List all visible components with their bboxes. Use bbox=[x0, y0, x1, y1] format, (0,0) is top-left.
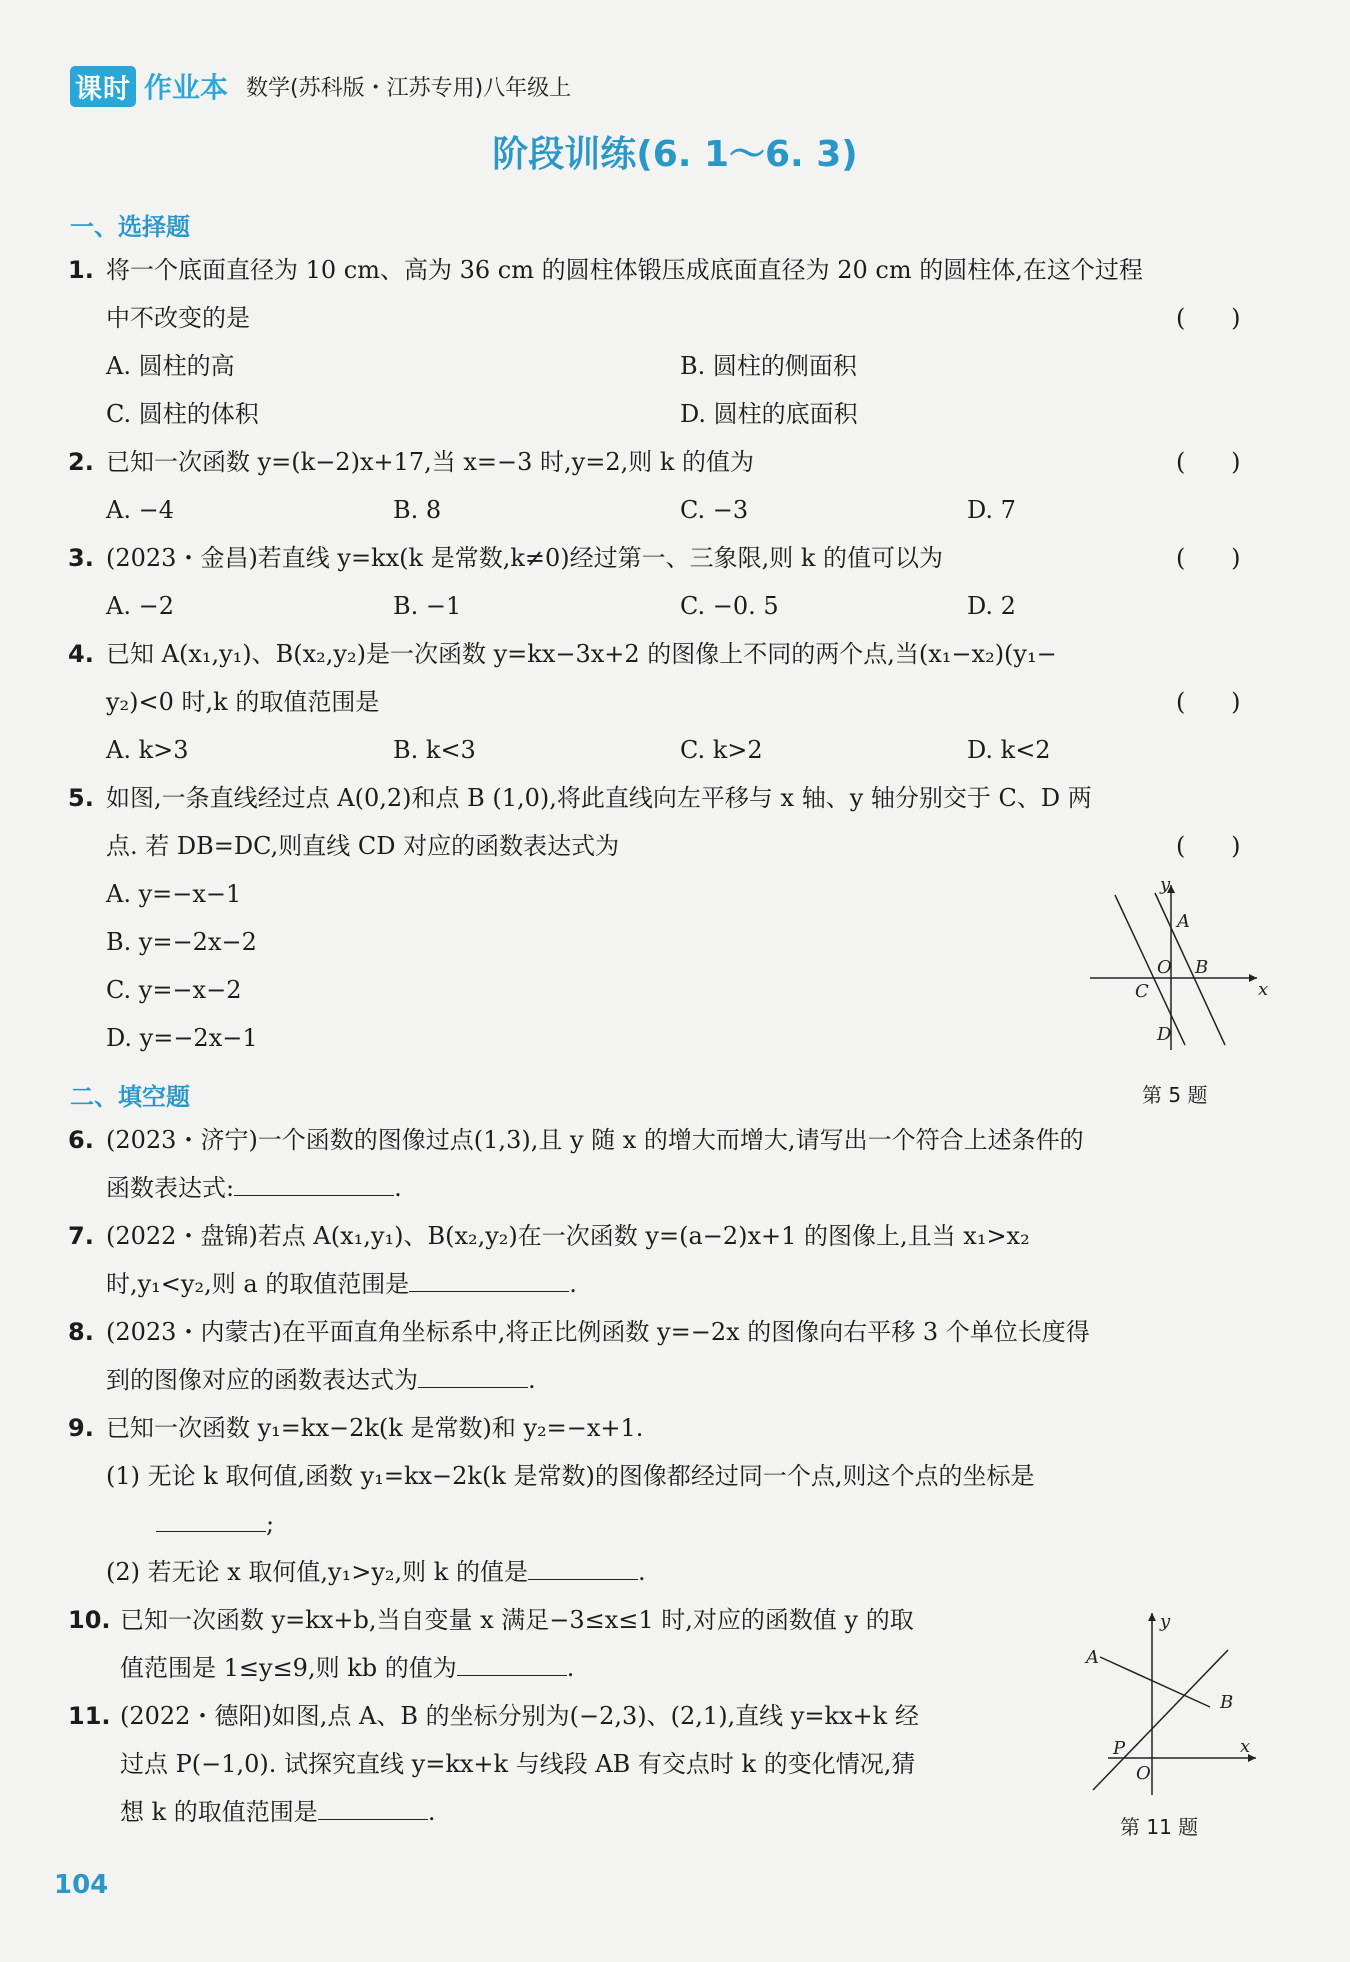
subject-label: 数学(苏科版・江苏专用)八年级上 bbox=[246, 75, 572, 101]
section-heading-choice: 一、选择题 bbox=[70, 213, 190, 241]
question-text: 已知 A(x₁,y₁)、B(x₂,y₂)是一次函数 y=kx−3x+2 的图像上不同的两个点,当(x₁−x₂)(y₁− bbox=[106, 640, 1057, 668]
option-d: D. 7 bbox=[967, 496, 1016, 524]
semicolon: ; bbox=[266, 1510, 275, 1538]
question-number: 2. bbox=[68, 448, 94, 476]
section-heading-fill: 二、填空题 bbox=[70, 1083, 190, 1111]
x-axis-arrow bbox=[1249, 974, 1257, 982]
option-b: B. 8 bbox=[393, 496, 442, 524]
question-text: (2022・德阳)如图,点 A、B 的坐标分别为(−2,3)、(2,1),直线 y=kx+k 经 bbox=[120, 1702, 919, 1730]
question-text-with-blank bbox=[120, 1653, 574, 1683]
question-text-with-blank bbox=[106, 1557, 646, 1587]
logo-badge: 课时 bbox=[70, 66, 136, 107]
option-d: D. y=−2x−1 bbox=[106, 1024, 258, 1052]
figure-caption: 第 11 题 bbox=[1120, 1815, 1199, 1839]
question-text: 到的图像对应的函数表达式为 bbox=[106, 1366, 418, 1394]
question-number: 1. bbox=[68, 256, 94, 284]
question-number: 4. bbox=[68, 640, 94, 668]
page-header bbox=[70, 64, 571, 108]
question-text: 已知一次函数 y=(k−2)x+17,当 x=−3 时,y=2,则 k 的值为 bbox=[106, 448, 755, 476]
question-text: y₂)<0 时,k 的取值范围是 bbox=[106, 688, 380, 716]
label-o: O bbox=[1136, 1763, 1151, 1784]
label-x: x bbox=[1240, 1736, 1251, 1757]
answer-blank[interactable] bbox=[409, 1269, 569, 1292]
sub-question-text: (2) 若无论 x 取何值,y₁>y₂,则 k 的值是 bbox=[106, 1558, 528, 1586]
question-text: 将一个底面直径为 10 cm、高为 36 cm 的圆柱体锻压成底面直径为 20 cm 的圆柱体,在这个过程 bbox=[106, 256, 1143, 284]
question-text: 如图,一条直线经过点 A(0,2)和点 B (1,0),将此直线向左平移与 x 轴、y 轴分别交于 C、D 两 bbox=[106, 784, 1092, 812]
answer-bracket: ( ) bbox=[1176, 304, 1241, 332]
answer-blank[interactable] bbox=[418, 1365, 528, 1388]
label-c: C bbox=[1135, 981, 1149, 1002]
answer-blank[interactable] bbox=[457, 1653, 567, 1676]
question-number: 5. bbox=[68, 784, 94, 812]
question-number: 9. bbox=[68, 1414, 94, 1442]
figure-q11-graph bbox=[1078, 1605, 1268, 1805]
logo-text: 作业本 bbox=[144, 71, 229, 104]
segment-ab bbox=[1100, 1657, 1210, 1707]
question-text-with-blank bbox=[106, 1269, 577, 1299]
question-number: 10. bbox=[68, 1606, 111, 1634]
option-c: C. −3 bbox=[680, 496, 749, 524]
label-x: x bbox=[1258, 979, 1269, 1000]
question-text-with-blank bbox=[106, 1365, 536, 1395]
question-text: 过点 P(−1,0). 试探究直线 y=kx+k 与线段 AB 有交点时 k 的变化情况,猜 bbox=[120, 1750, 916, 1778]
question-text: 点. 若 DB=DC,则直线 CD 对应的函数表达式为 bbox=[106, 832, 620, 860]
option-c: C. −0. 5 bbox=[680, 592, 779, 620]
period: . bbox=[569, 1270, 577, 1298]
question-text: 值范围是 1≤y≤9,则 kb 的值为 bbox=[120, 1654, 457, 1682]
line-cd bbox=[1115, 895, 1185, 1045]
line-through-p bbox=[1093, 1650, 1228, 1790]
answer-blank[interactable] bbox=[156, 1509, 266, 1532]
option-c: C. y=−x−2 bbox=[106, 976, 242, 1004]
question-text-with-blank bbox=[120, 1797, 435, 1827]
label-b: B bbox=[1195, 957, 1209, 978]
period: . bbox=[528, 1366, 536, 1394]
answer-bracket: ( ) bbox=[1176, 688, 1241, 716]
question-text: 想 k 的取值范围是 bbox=[120, 1798, 318, 1826]
period: . bbox=[427, 1798, 436, 1826]
period: . bbox=[394, 1174, 402, 1202]
question-number: 8. bbox=[68, 1318, 94, 1346]
option-d: D. 圆柱的底面积 bbox=[680, 400, 858, 428]
label-b: B bbox=[1220, 1692, 1234, 1713]
label-a: A bbox=[1086, 1647, 1099, 1668]
question-text: (2023・济宁)一个函数的图像过点(1,3),且 y 随 x 的增大而增大,请写出一个符合上述条件的 bbox=[106, 1126, 1084, 1154]
question-text: 中不改变的是 bbox=[106, 304, 250, 332]
period: . bbox=[566, 1654, 575, 1682]
answer-bracket: ( ) bbox=[1176, 544, 1241, 572]
sub-question-text: (1) 无论 k 取何值,函数 y₁=kx−2k(k 是常数)的图像都经过同一个点,则这个点的坐标是 bbox=[106, 1462, 1035, 1490]
label-p: P bbox=[1113, 1738, 1126, 1759]
option-a: A. −4 bbox=[106, 496, 174, 524]
option-a: A. 圆柱的高 bbox=[106, 352, 235, 380]
question-number: 7. bbox=[68, 1222, 94, 1250]
question-text: 时,y₁<y₂,则 a 的取值范围是 bbox=[106, 1270, 410, 1298]
brand-logo bbox=[70, 66, 228, 107]
label-a: A bbox=[1177, 911, 1190, 932]
page-number: 104 bbox=[54, 1870, 109, 1900]
answer-blank[interactable] bbox=[318, 1797, 428, 1820]
option-b: B. y=−2x−2 bbox=[106, 928, 257, 956]
y-axis-arrow bbox=[1148, 1613, 1156, 1621]
question-text-with-blank bbox=[156, 1509, 274, 1539]
option-b: B. 圆柱的侧面积 bbox=[680, 352, 857, 380]
option-c: C. 圆柱的体积 bbox=[106, 400, 259, 428]
option-d: D. 2 bbox=[967, 592, 1016, 620]
answer-blank[interactable] bbox=[528, 1557, 638, 1580]
question-text: 已知一次函数 y₁=kx−2k(k 是常数)和 y₂=−x+1. bbox=[106, 1414, 644, 1442]
page-title: 阶段训练(6. 1～6. 3) bbox=[492, 134, 858, 175]
question-text-with-blank bbox=[106, 1173, 402, 1203]
label-y: y bbox=[1160, 1611, 1171, 1632]
question-text: 已知一次函数 y=kx+b,当自变量 x 满足−3≤x≤1 时,对应的函数值 y 的取 bbox=[120, 1606, 914, 1634]
answer-bracket: ( ) bbox=[1176, 448, 1241, 476]
option-a: A. k>3 bbox=[106, 736, 189, 764]
question-text: (2023・金昌)若直线 y=kx(k 是常数,k≠0)经过第一、三象限,则 k 的值可以为 bbox=[106, 544, 944, 572]
option-d: D. k<2 bbox=[967, 736, 1051, 764]
question-number: 6. bbox=[68, 1126, 94, 1154]
option-c: C. k>2 bbox=[680, 736, 763, 764]
label-d: D bbox=[1157, 1024, 1172, 1045]
option-a: A. −2 bbox=[106, 592, 174, 620]
answer-bracket: ( ) bbox=[1176, 832, 1241, 860]
option-b: B. k<3 bbox=[393, 736, 476, 764]
question-text: (2022・盘锦)若点 A(x₁,y₁)、B(x₂,y₂)在一次函数 y=(a−2)x+1 的图像上,且当 x₁>x₂ bbox=[106, 1222, 1030, 1250]
answer-blank[interactable] bbox=[234, 1173, 394, 1196]
label-y: y bbox=[1160, 874, 1171, 895]
figure-q5-graph bbox=[1085, 874, 1269, 1055]
question-number: 11. bbox=[68, 1702, 111, 1730]
period: . bbox=[637, 1558, 646, 1586]
figure-caption: 第 5 题 bbox=[1142, 1083, 1208, 1107]
label-o: O bbox=[1157, 957, 1172, 978]
question-number: 3. bbox=[68, 544, 94, 572]
option-a: A. y=−x−1 bbox=[106, 880, 242, 908]
question-text: 函数表达式: bbox=[106, 1174, 235, 1202]
option-b: B. −1 bbox=[393, 592, 462, 620]
question-text: (2023・内蒙古)在平面直角坐标系中,将正比例函数 y=−2x 的图像向右平移 3 个单位长度得 bbox=[106, 1318, 1090, 1346]
